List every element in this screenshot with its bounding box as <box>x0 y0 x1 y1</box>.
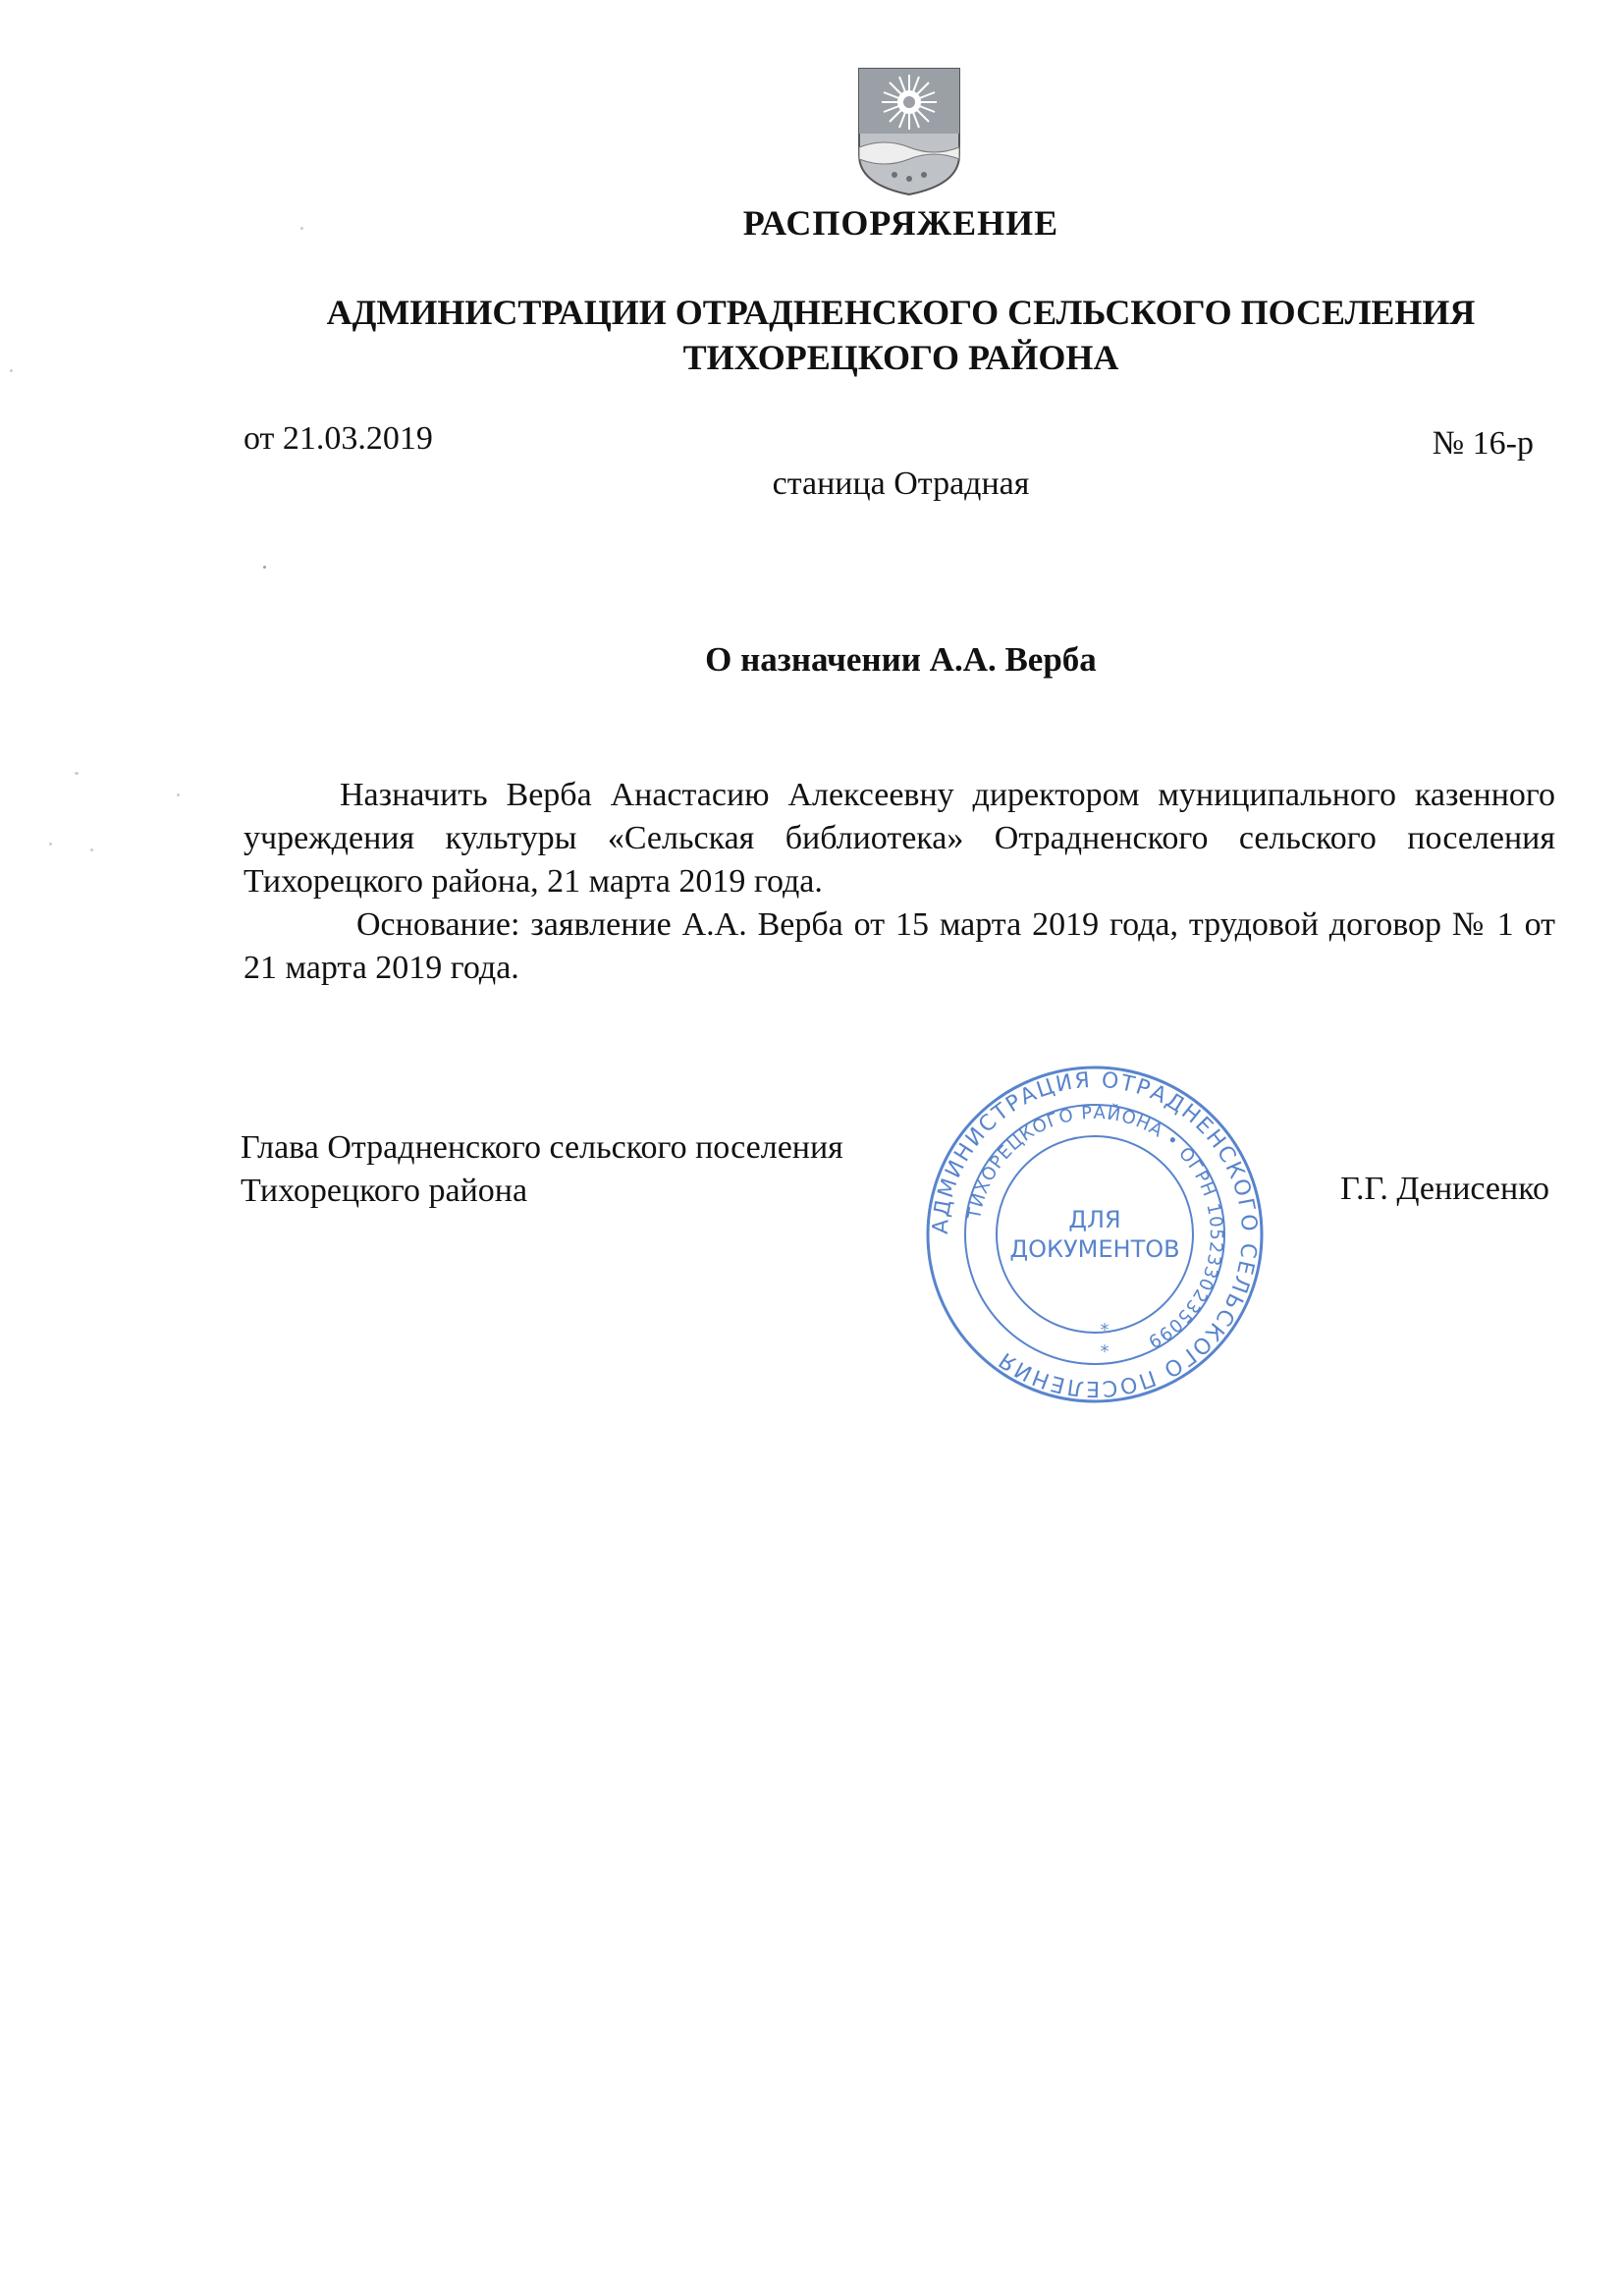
document-body <box>244 774 1555 990</box>
authority-heading <box>245 290 1556 380</box>
signatory-name: Г.Г. Денисенко <box>1340 1171 1549 1207</box>
seal-outer-text: АДМИНИСТРАЦИЯ ОТРАДНЕНСКОГО СЕЛЬСКОГО ПОСЕЛЕНИЯ <box>928 1067 1262 1401</box>
document-date: от 21.03.2019 <box>244 420 433 457</box>
body-paragraph-2: Основание: заявление А.А. Верба от 15 марта 2019 года, трудовой договор № 1 от 21 марта 2019 года. <box>244 906 1555 986</box>
document-subject: О назначении А.А. Верба <box>705 640 1097 679</box>
document-place: станица Отрадная <box>772 465 1030 502</box>
seal-center-line-2: ДОКУМЕНТОВ <box>1009 1235 1180 1263</box>
signatory-position-line-2: Тихорецкого района <box>241 1173 528 1209</box>
coat-of-arms-icon <box>855 65 963 198</box>
seal-inner-text: ТИХОРЕЦКОГО РАЙОНА • ОГРН 1052330235099 <box>964 1102 1227 1352</box>
document-type-title: РАСПОРЯЖЕНИЕ <box>742 203 1059 243</box>
authority-line-1: АДМИНИСТРАЦИИ ОТРАДНЕНСКОГО СЕЛЬСКОГО ПОСЕЛЕНИЯ <box>326 293 1476 332</box>
signatory-position-line-1: Глава Отрадненского сельского поселения <box>241 1129 843 1166</box>
svg-text:*: * <box>1100 1320 1110 1340</box>
official-seal-icon <box>923 1063 1267 1406</box>
authority-line-2: ТИХОРЕЦКОГО РАЙОНА <box>682 338 1119 377</box>
svg-text:*: * <box>1100 1341 1110 1362</box>
seal-center-line-1: ДЛЯ <box>1068 1206 1121 1233</box>
signatory-position <box>241 1126 843 1213</box>
document-number: № 16-р <box>1432 425 1534 462</box>
body-paragraph-1: Назначить Верба Анастасию Алексеевну директором муниципального казенного учреждения культуры «Сельская библиотека» Отрадненского сельского поселения Тихорецкого района, 21 марта 2019 года. <box>244 777 1555 900</box>
